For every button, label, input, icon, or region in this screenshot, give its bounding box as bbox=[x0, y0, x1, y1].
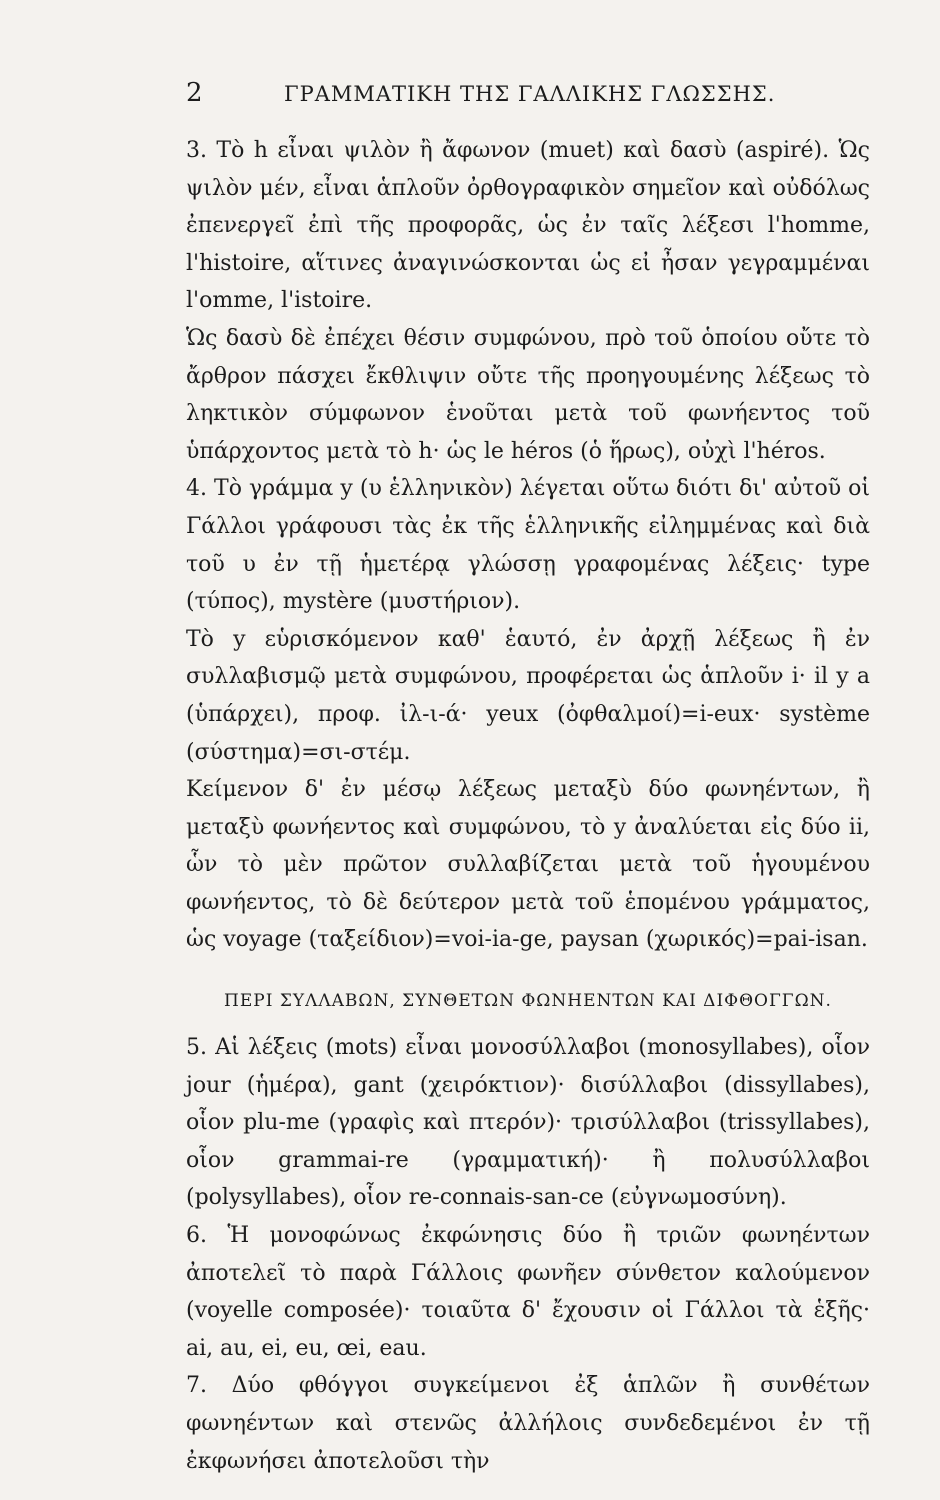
section-heading: ΠΕΡΙ ΣΥΛΛΑΒΩΝ, ΣΥΝΘΕΤΩΝ ΦΩΝΗΕΝΤΩΝ ΚΑΙ ΔΙΦΘΟΓΓΩΝ. bbox=[224, 991, 832, 1012]
page-number: 2 bbox=[186, 78, 204, 108]
running-title: ΓΡΑΜΜΑΤΙΚΗ ΤΗΣ ΓΑΛΛΙΚΗΣ ΓΛΩΣΣΗΣ. bbox=[284, 82, 776, 106]
paragraph-6: 6. Ἡ μονοφώνως ἐκφώνησις δύο ἢ τριῶν φωνηέντων ἀποτελεῖ τὸ παρὰ Γάλλοις φωνῆεν σύνθετον καλούμενον (voyelle composée)· τοιαῦτα δ' ἔχουσιν οἱ Γάλλοι τὰ ἑξῆς· ai, au, ei, eu, œi, eau. bbox=[186, 1223, 870, 1361]
paragraph-3-aspirate: Ὡς δασὺ δὲ ἐπέχει θέσιν συμφώνου, πρὸ τοῦ ὁποίου οὔτε τὸ ἄρθρον πάσχει ἔκθλιψιν οὔτε τῆς προηγουμένης λέξεως τὸ ληκτικὸν σύμφωνον ἑνοῦται μετὰ τοῦ φωνήεντος τοῦ ὑπάρχοντος μετὰ τὸ h· ὡς le héros (ὁ ἥρως), οὐχὶ l'héros. bbox=[186, 325, 870, 464]
paragraph-4: 4. Τὸ γράμμα y (υ ἑλληνικὸν) λέγεται οὕτω διότι δι' αὐτοῦ οἱ Γάλλοι γράφουσι τὰς ἐκ τῆς ἑλληνικῆς εἰλημμένας καὶ διὰ τοῦ υ ἐν τῇ ἡμετέρᾳ γλώσσῃ γραφομένας λέξεις· type (τύπος), mystère (μυστήριον). bbox=[186, 476, 870, 615]
paragraph-5: 5. Αἱ λέξεις (mots) εἶναι μονοσύλλαβοι (monosyllabes), οἷον jour (ἡμέρα), gant (χειρόκτιον)· δισύλλαβοι (dissyllabes), οἷον plu-me (γραφὶς καὶ πτερόν)· τρισύλλαβοι (trissyllabes), οἷον grammai-re (γραμματική)· ἢ πολυσύλλαβοι (polysyllabes), οἷον re-connais-san-ce (εὐγνωμοσύνη). bbox=[186, 1035, 870, 1211]
page-header bbox=[186, 78, 870, 118]
paragraph-4-medial-y: Κείμενον δ' ἐν μέσῳ λέξεως μεταξὺ δύο φωνηέντων, ἢ μεταξὺ φωνήεντος καὶ συμφώνου, τὸ y ἀναλύεται εἰς δύο ii, ὧν τὸ μὲν πρῶτον συλλαβίζεται μετὰ τοῦ ἡγουμένου φωνήεντος, τὸ δὲ δεύτερον μετὰ τοῦ ἑπομένου γράμματος, ὡς voyage (ταξείδιον)=voi-ia-ge, paysan (χωρικός)=pai-isan. bbox=[186, 777, 870, 953]
paragraph-7: 7. Δύο φθόγγοι συγκείμενοι ἐξ ἁπλῶν ἢ συνθέτων φωνηέντων καὶ στενῶς ἀλλήλοις συνδεδεμένοι ἐν τῇ ἐκφωνήσει ἀποτελοῦσι τὴν bbox=[186, 1373, 870, 1474]
paragraph-3: 3. Τὸ h εἶναι ψιλὸν ἢ ἄφωνον (muet) καὶ δασὺ (aspiré). Ὡς ψιλὸν μέν, εἶναι ἁπλοῦν ὀρθογραφικὸν σημεῖον καὶ οὐδόλως ἐπενεργεῖ ἐπὶ τῆς προφορᾶς, ὡς ἐν ταῖς λέξεσι l'homme, l'histoire, αἵτινες ἀναγινώσκονται ὡς εἰ ἦσαν γεγραμμέναι l'omme, l'istoire. bbox=[186, 138, 870, 314]
paragraph-4-initial-y: Τὸ y εὑρισκόμενον καθ' ἑαυτό, ἐν ἀρχῇ λέξεως ἢ ἐν συλλαβισμῷ μετὰ συμφώνου, προφέρεται ὡς ἁπλοῦν i· il y a (ὑπάρχει), προφ. ἰλ-ι-ά· yeux (ὀφθαλμοί)=i-eux· système (σύστημα)=σι-στέμ. bbox=[186, 626, 870, 765]
